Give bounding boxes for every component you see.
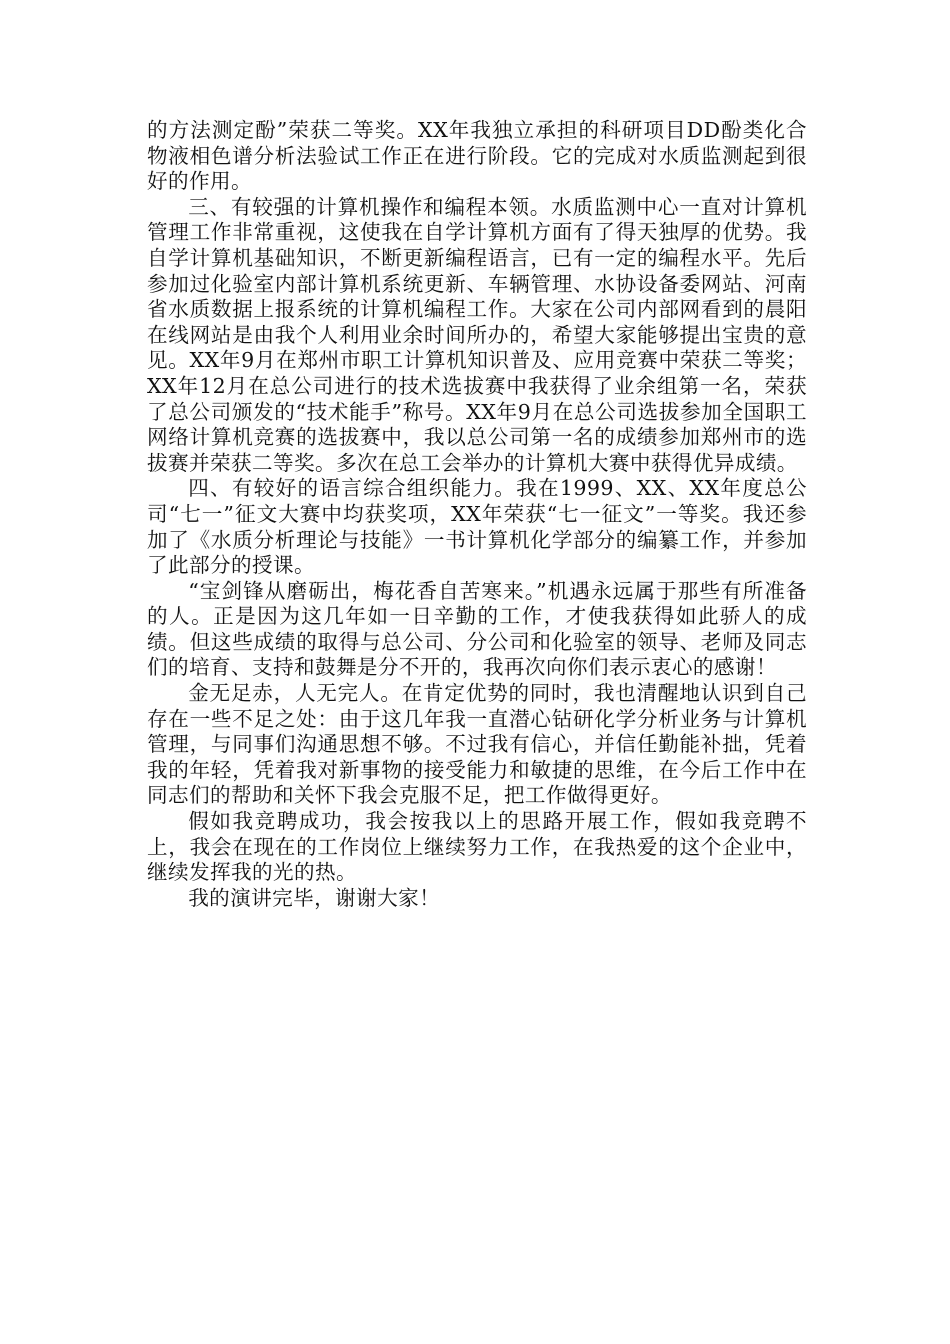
paragraph-6: 假如我竞聘成功，我会按我以上的思路开展工作，假如我竞聘不上，我会在现在的工作岗位上继续努力工作，在我热爱的这个企业中，继续发挥我的光的热。 (147, 809, 807, 885)
paragraph-3: 四、有较好的语言综合组织能力。我在1999、XX、XX年度总公司“七一”征文大赛中均获奖项，XX年荣获“七一征文”一等奖。我还参加了《水质分析理论与技能》一书计算机化学部分的编纂工作，并参加了此部分的授课。 (147, 476, 807, 578)
paragraph-4: “宝剑锋从磨砺出，梅花香自苦寒来。”机遇永远属于那些有所准备的人。正是因为这几年如一日辛勤的工作，才使我获得如此骄人的成绩。但这些成绩的取得与总公司、分公司和化验室的领导、老师及同志们的培育、支持和鼓舞是分不开的，我再次向你们表示衷心的感谢！ (147, 578, 807, 680)
document-body (147, 118, 807, 911)
paragraph-5: 金无足赤，人无完人。在肯定优势的同时，我也清醒地认识到自己存在一些不足之处：由于这几年我一直潜心钻研化学分析业务与计算机管理，与同事们沟通思想不够。不过我有信心，并信任勤能补拙，凭着我的年轻，凭着我对新事物的接受能力和敏捷的思维，在今后工作中在同志们的帮助和关怀下我会克服不足，把工作做得更好。 (147, 681, 807, 808)
paragraph-2: 三、有较强的计算机操作和编程本领。水质监测中心一直对计算机管理工作非常重视，这使我在自学计算机方面有了得天独厚的优势。我自学计算机基础知识，不断更新编程语言，已有一定的编程水平。先后参加过化验室内部计算机系统更新、车辆管理、水协设备委网站、河南省水质数据上报系统的计算机编程工作。大家在公司内部网看到的晨阳在线网站是由我个人利用业余时间所办的，希望大家能够提出宝贵的意见。XX年9月在郑州市职工计算机知识普及、应用竞赛中荣获二等奖；XX年12月在总公司进行的技术选拔赛中我获得了业余组第一名，荣获了总公司颁发的“技术能手”称号。XX年9月在总公司选拔参加全国职工网络计算机竞赛的选拔赛中，我以总公司第一名的成绩参加郑州市的选拔赛并荣获二等奖。多次在总工会举办的计算机大赛中获得优异成绩。 (147, 194, 807, 475)
paragraph-7: 我的演讲完毕，谢谢大家！ (188, 885, 441, 910)
paragraph-1: 的方法测定酚”荣获二等奖。XX年我独立承担的科研项目DD酚类化合物液相色谱分析法验试工作正在进行阶段。它的完成对水质监测起到很好的作用。 (147, 118, 807, 194)
